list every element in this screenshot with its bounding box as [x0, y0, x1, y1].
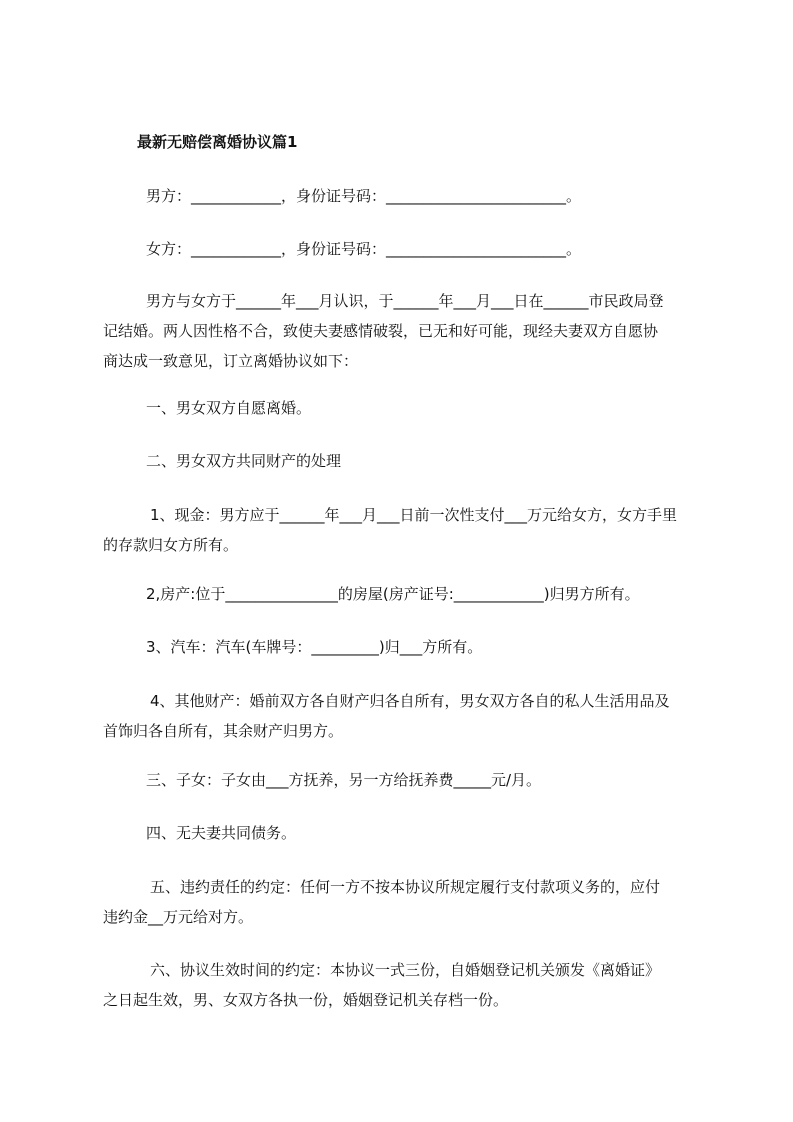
document-title: 最新无赔偿离婚协议篇1 [137, 133, 298, 151]
item-3: 3、汽车：汽车(车牌号：_________)归___方所有。 [146, 638, 483, 656]
clause-5-line-2: 违约金__万元给对方。 [103, 908, 254, 926]
intro-paragraph-line-2: 记结婚。两人因性格不合，致使夫妻感情破裂，已无和好可能，现经夫妻双方自愿协 [103, 322, 659, 340]
item-2: 2,房产:位于_______________的房屋(房产证号:____________)归男方所有。 [146, 585, 640, 603]
clause-6-line-2: 之日起生效，男、女双方各执一份，婚姻登记机关存档一份。 [103, 991, 509, 1009]
clause-1: 一、男女双方自愿离婚。 [146, 399, 312, 417]
item-1-line-1: 1、现金：男方应于______年___月___日前一次性支付___万元给女方，女方手里 [150, 506, 678, 524]
item-4-line-2: 首饰归各自所有，其余财产归男方。 [103, 722, 344, 740]
intro-paragraph-line-3: 商达成一致意见，订立离婚协议如下： [103, 352, 359, 370]
clause-4: 四、无夫妻共同债务。 [146, 824, 297, 842]
intro-paragraph-line-1: 男方与女方于______年___月认识，于______年___月___日在______市民政局登 [146, 292, 664, 310]
clause-3: 三、子女：子女由___方抚养，另一方给抚养费_____元/月。 [146, 771, 542, 789]
item-4-line-1: 4、其他财产：婚前双方各自财产归各自所有，男女双方各自的私人生活用品及 [150, 692, 670, 710]
clause-6-line-1: 六、协议生效时间的约定：本协议一式三份，自婚姻登记机关颁发《离婚证》 [150, 961, 661, 979]
item-1-line-2: 的存款归女方所有。 [103, 536, 239, 554]
male-party-line: 男方：____________，身份证号码：________________________。 [146, 187, 582, 205]
clause-2-heading: 二、男女双方共同财产的处理 [146, 452, 342, 470]
clause-5-line-1: 五、违约责任的约定：任何一方不按本协议所规定履行支付款项义务的，应付 [150, 878, 661, 896]
female-party-line: 女方：____________，身份证号码：________________________。 [146, 240, 582, 258]
